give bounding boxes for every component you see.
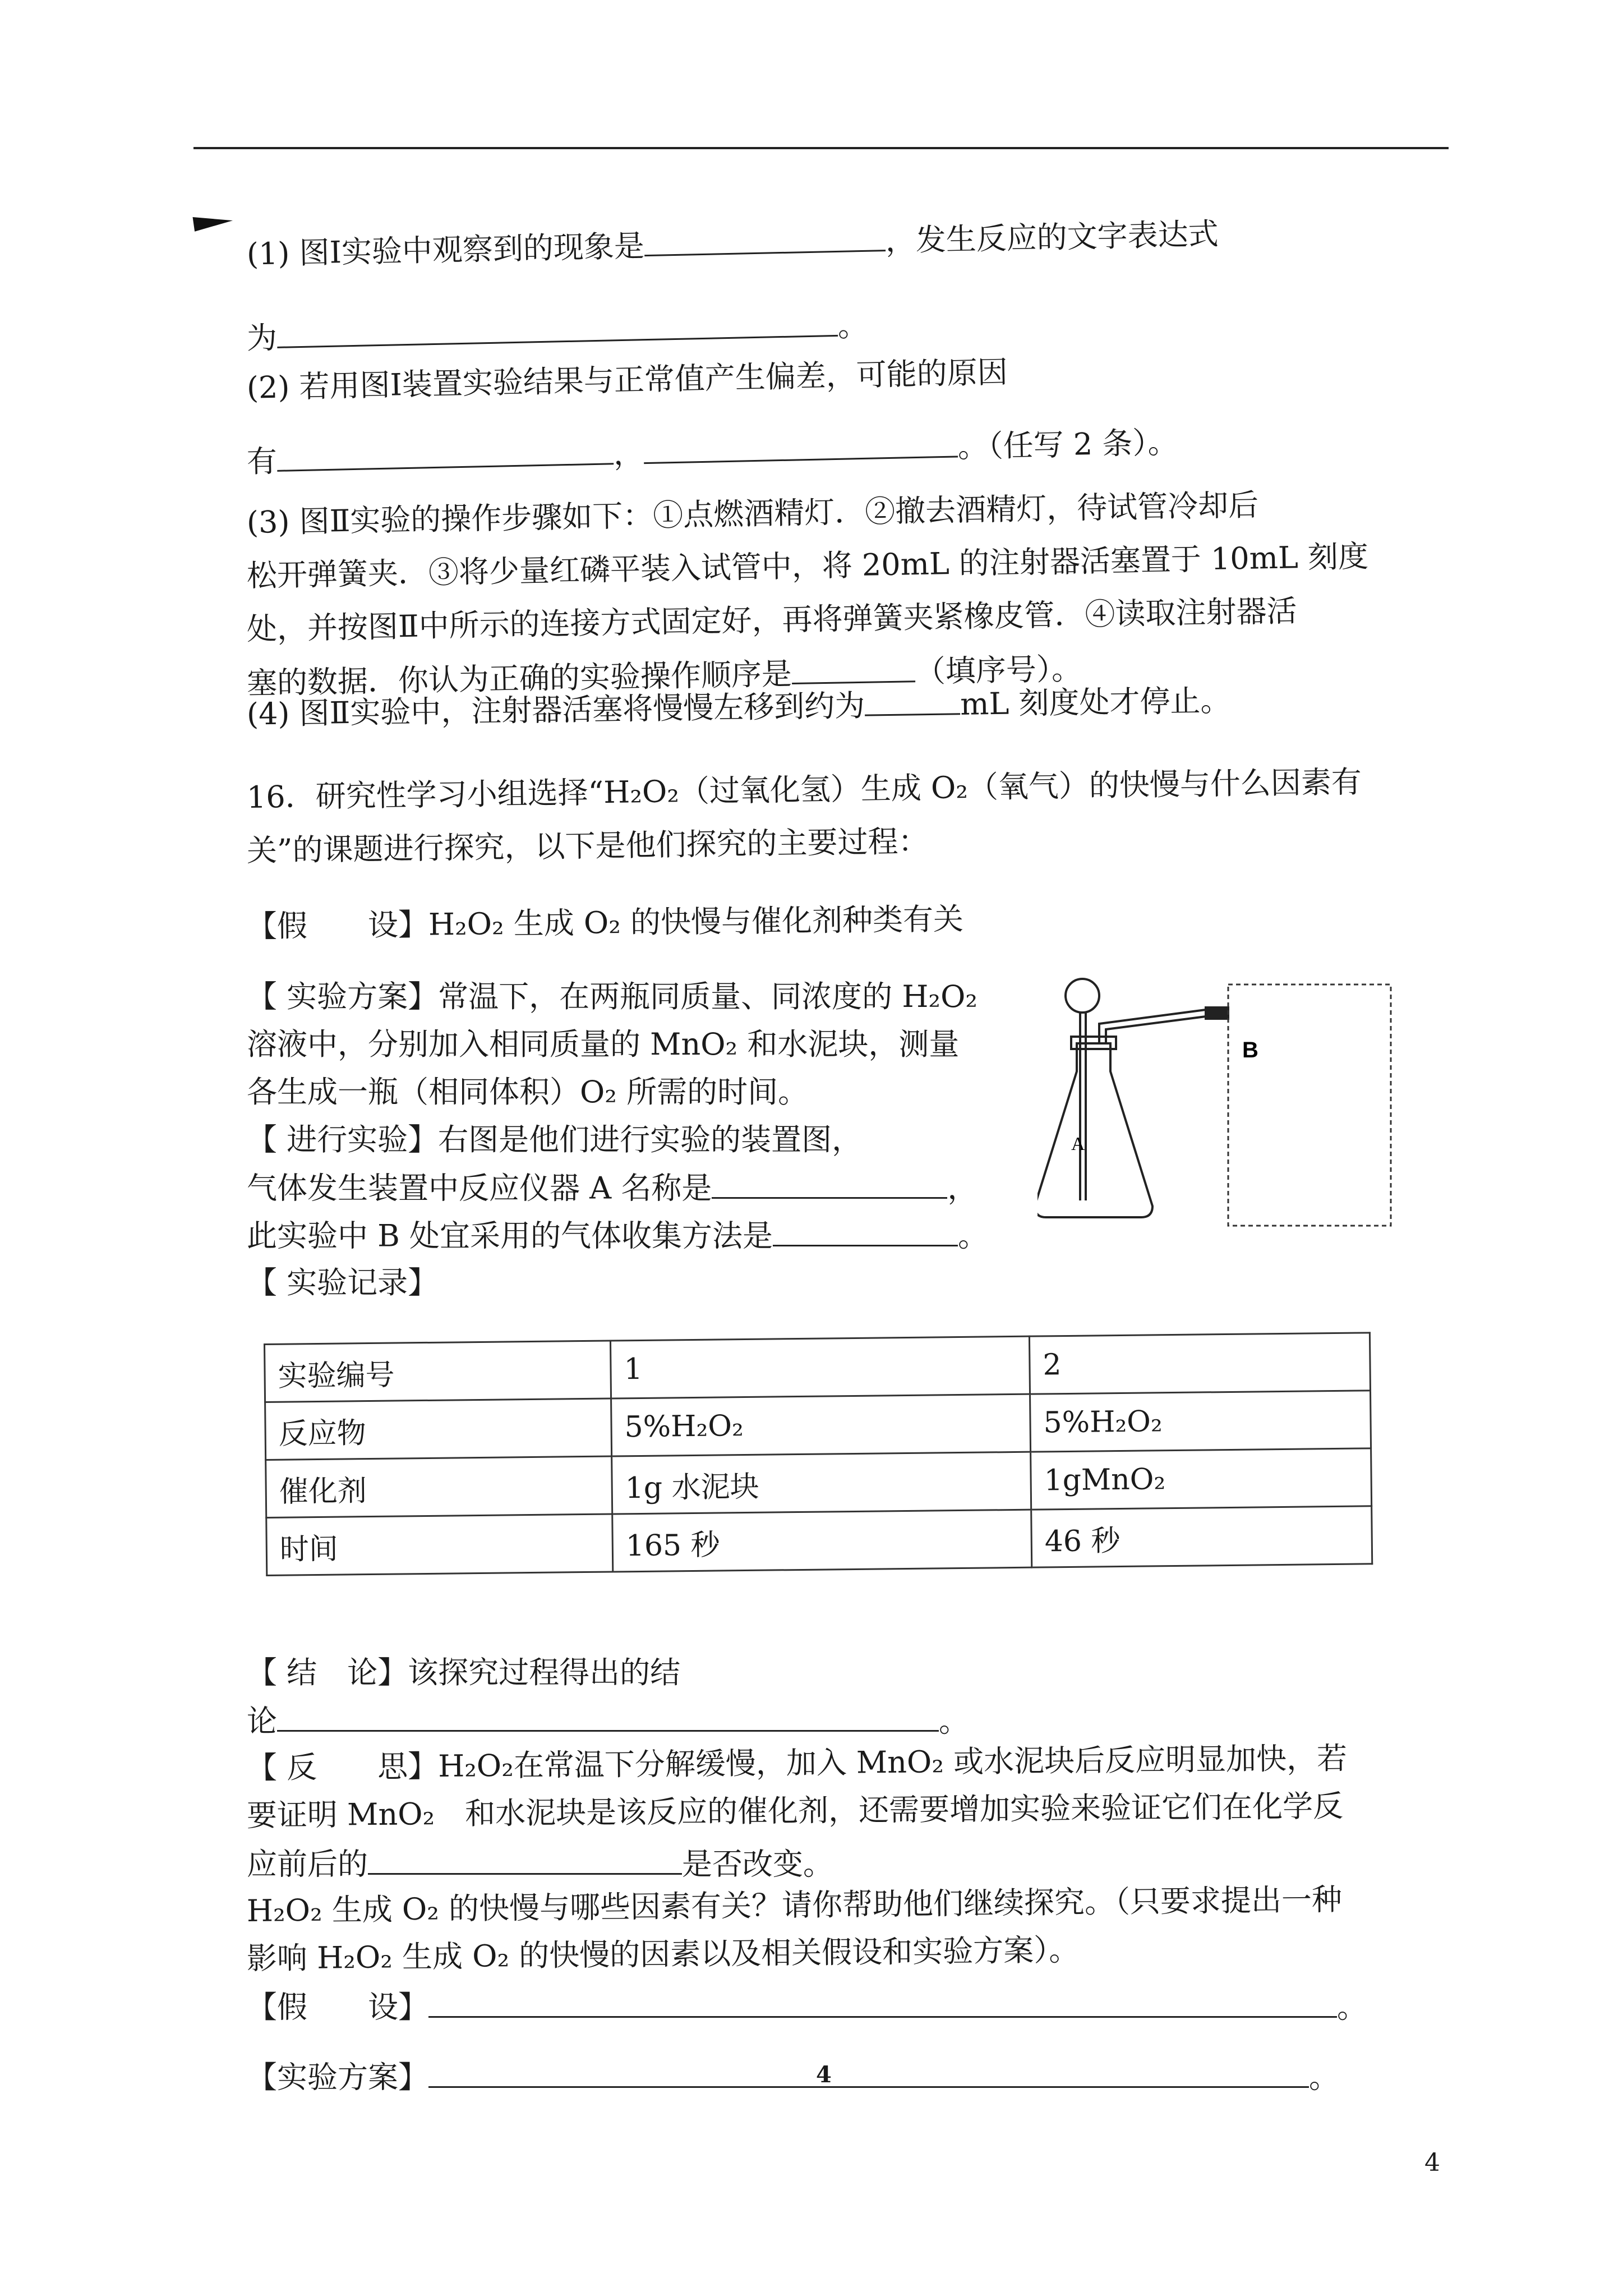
conical-flask <box>1038 1043 1152 1217</box>
q1-text-b: ，发生反应的文字表达式 <box>885 216 1219 259</box>
table-cell: 1gMnO₂ <box>1031 1448 1372 1510</box>
record-tag: 【 实验记录】 <box>247 1265 439 1300</box>
plan2-end: 。 <box>1309 2059 1339 2095</box>
table-cell: 46 秒 <box>1031 1506 1372 1567</box>
plan-blank[interactable] <box>428 2059 1309 2088</box>
table-cell: 5%H₂O₂ <box>611 1394 1031 1456</box>
q1-blank-1[interactable] <box>644 222 886 256</box>
table-row <box>266 1506 1372 1576</box>
concl-tag: 【 结 论】 <box>247 1655 408 1690</box>
concl-line-1: 该探究过程得出的结 <box>408 1655 681 1690</box>
q1-text-d: 。 <box>837 307 869 344</box>
q16-intro-1: 16．研究性学习小组选择“H₂O₂（过氧化氢）生成 O₂（氧气）的快慢与什么因素有 <box>246 764 1362 815</box>
plan-line-3: 各生成一瓶（相同体积）O₂ 所需的时间。 <box>247 1074 809 1110</box>
plan2-tag: 【实验方案】 <box>247 2059 428 2095</box>
extra-line-2: 影响 H₂O₂ 生成 O₂ 的快慢的因素以及相关假设和实验方案）。 <box>246 1932 1080 1976</box>
table-cell: 1 <box>610 1336 1030 1398</box>
collection-method-blank[interactable] <box>773 1217 958 1246</box>
scan-corner-mark <box>193 211 234 231</box>
table-cell: 催化剂 <box>266 1456 612 1517</box>
q16-hypo-tag: 【假 设】 <box>246 907 429 944</box>
q4-blank[interactable] <box>865 685 961 716</box>
q2-blank-2[interactable] <box>643 428 958 463</box>
exp-text-b: ， <box>947 1170 978 1206</box>
q2-blank-1[interactable] <box>276 435 614 471</box>
q16-intro-2: 关”的课题进行探究，以下是他们探究的主要过程： <box>246 823 929 868</box>
q3-text-b: （填序号）。 <box>915 651 1082 689</box>
table-cell: 2 <box>1029 1333 1370 1394</box>
exp-text-a: 气体发生装置中反应仪器 A 名称是 <box>247 1170 712 1206</box>
q3-line-3: 处，并按图Ⅱ中所示的连接方式固定好，再将弹簧夹紧橡皮管．④读取注射器活 <box>246 593 1297 647</box>
q1-text-a: (1) 图Ⅰ实验中观察到的现象是 <box>246 228 645 272</box>
exp-line-1: 右图是他们进行实验的装置图， <box>438 1122 863 1157</box>
plan-line-1: 常温下，在两瓶同质量、同浓度的 H₂O₂ <box>438 979 978 1014</box>
exp-text-d: 。 <box>958 1218 989 1254</box>
table-cell: 1g 水泥块 <box>612 1452 1031 1514</box>
table-cell: 165 秒 <box>612 1510 1032 1572</box>
record-table <box>264 1332 1373 1576</box>
table-cell: 时间 <box>266 1514 613 1575</box>
refl-line-1: H₂O₂在常温下分解缓慢，加入 MnO₂ 或水泥块后反应明显加快，若 <box>437 1740 1348 1784</box>
conclusion-blank[interactable] <box>277 1703 939 1732</box>
table-row <box>265 1333 1371 1402</box>
scan-page-number: 4 <box>816 2062 832 2088</box>
refl-text-a: 应前后的 <box>247 1846 368 1882</box>
q2-text-c: 。（任写 2 条）。 <box>957 424 1178 465</box>
q2-sep: ， <box>613 435 644 472</box>
funnel-bulb <box>1066 979 1099 1013</box>
refl-tag: 【 反 思】 <box>246 1749 439 1786</box>
page-number: 4 <box>1424 2148 1440 2177</box>
q16-hypo-text: H₂O₂ 生成 O₂ 的快慢与催化剂种类有关 <box>428 901 964 942</box>
header-rule <box>193 147 1449 149</box>
hypo2-tag: 【假 设】 <box>247 1989 428 2025</box>
extra-line-1: H₂O₂ 生成 O₂ 的快慢与哪些因素有关？请你帮助他们继续探究。（只要求提出一种 <box>246 1881 1343 1929</box>
collection-box-b <box>1228 984 1391 1226</box>
q3-line-2: 松开弹簧夹．③将少量红磷平装入试管中，将 20mL 的注射器活塞置于 10mL 刻度 <box>246 539 1369 593</box>
q1-text-c: 为 <box>246 320 278 356</box>
table-cell: 反应物 <box>265 1398 612 1460</box>
q4-text-b: mL 刻度处才停止。 <box>960 683 1231 722</box>
plan-tag: 【 实验方案】 <box>247 979 439 1014</box>
q4-text-a: (4) 图Ⅱ实验中，注射器活塞将慢慢左移到约为 <box>246 688 865 732</box>
apparatus-figure <box>1038 970 1396 1240</box>
rubber-connector <box>1206 1007 1228 1019</box>
hypothesis-blank[interactable] <box>428 1989 1337 2018</box>
concl-text-b: 。 <box>939 1703 969 1739</box>
label-a: A <box>1071 1134 1085 1154</box>
reflection-blank[interactable] <box>368 1846 682 1875</box>
refl-text-b: 是否改变。 <box>682 1846 833 1882</box>
record-table-wrap <box>264 1332 1373 1576</box>
table-cell: 实验编号 <box>265 1341 611 1402</box>
q3-line-1: (3) 图Ⅱ实验的操作步骤如下：①点燃酒精灯．②撤去酒精灯，待试管冷却后 <box>246 487 1259 540</box>
q2-text-a: (2) 若用图Ⅰ装置实验结果与正常值产生偏差，可能的原因 <box>246 354 1008 406</box>
instrument-a-blank[interactable] <box>712 1170 947 1199</box>
label-b: B <box>1242 1038 1258 1062</box>
hypo2-end: 。 <box>1337 1989 1367 2025</box>
plan-line-2: 溶液中，分别加入相同质量的 MnO₂ 和水泥块，测量 <box>247 1027 960 1062</box>
q3-blank[interactable] <box>791 653 915 684</box>
q3-text-a: 塞的数据．你认为正确的实验操作顺序是 <box>246 656 792 701</box>
table-cell: 5%H₂O₂ <box>1030 1391 1371 1452</box>
refl-line-2: 要证明 MnO₂ 和水泥块是该反应的催化剂，还需要增加实验来验证它们在化学反 <box>246 1788 1344 1833</box>
exp-tag: 【 进行实验】 <box>247 1122 439 1157</box>
q1-blank-2[interactable] <box>276 307 838 348</box>
exp-text-c: 此实验中 B 处宜采用的气体收集方法是 <box>247 1218 773 1254</box>
q2-text-b: 有 <box>246 443 278 480</box>
concl-text-a: 论 <box>247 1703 277 1739</box>
